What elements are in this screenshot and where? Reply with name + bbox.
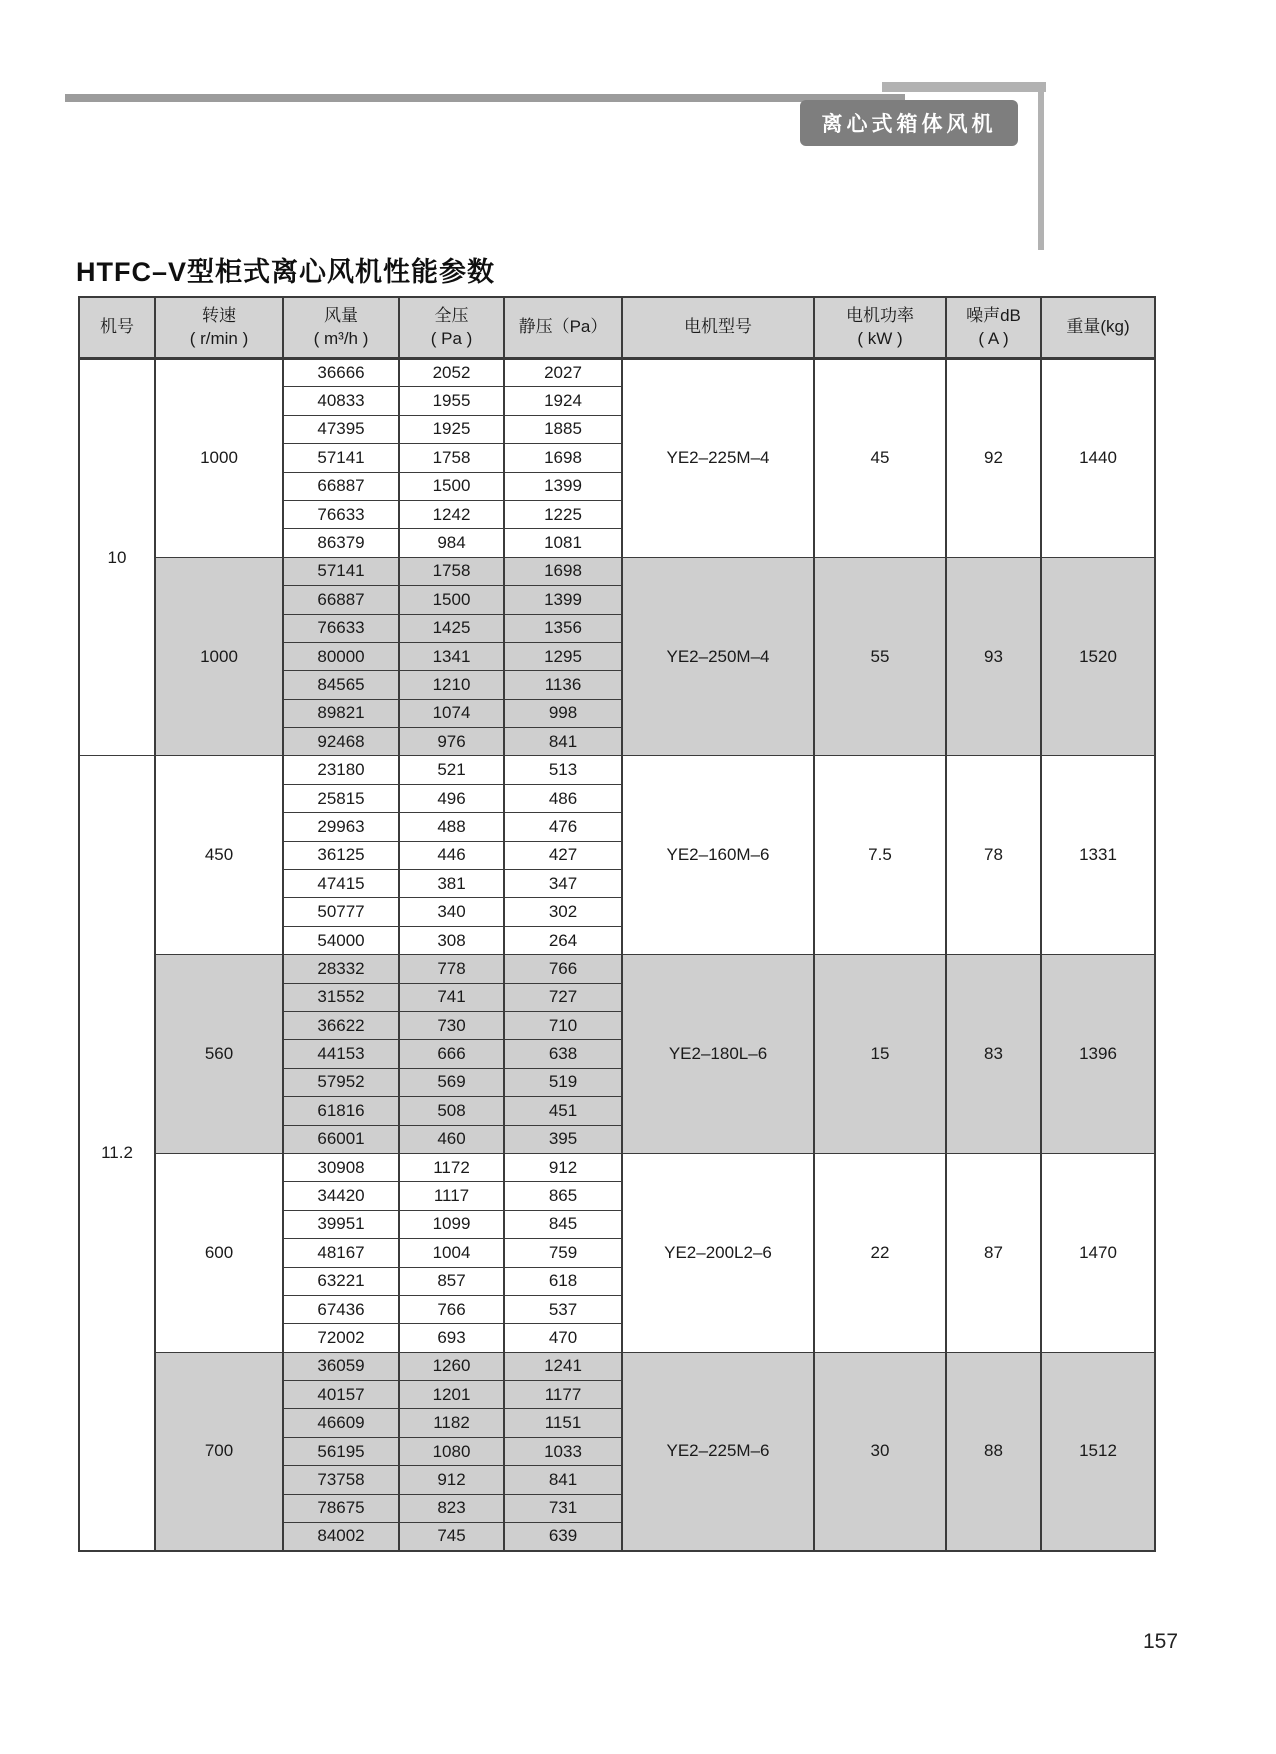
total-pressure-cell: 857 — [399, 1267, 504, 1295]
static-pressure-cell: 731 — [504, 1494, 622, 1522]
flow-cell: 36666 — [283, 359, 399, 387]
flow-cell: 66001 — [283, 1125, 399, 1153]
flow-cell: 73758 — [283, 1466, 399, 1494]
weight-cell: 1512 — [1041, 1352, 1155, 1551]
flow-cell: 63221 — [283, 1267, 399, 1295]
static-pressure-cell: 1033 — [504, 1437, 622, 1465]
total-pressure-cell: 446 — [399, 841, 504, 869]
flow-cell: 40833 — [283, 387, 399, 415]
total-pressure-cell: 1925 — [399, 415, 504, 443]
motor-model-cell: YE2–250M–4 — [622, 557, 814, 756]
static-pressure-cell: 639 — [504, 1523, 622, 1551]
page-title: HTFC–V型柜式离心风机性能参数 — [76, 257, 496, 287]
total-pressure-cell: 912 — [399, 1466, 504, 1494]
flow-cell: 30908 — [283, 1153, 399, 1181]
flow-cell: 36059 — [283, 1352, 399, 1380]
col-header-motor-model: 电机型号 — [622, 297, 814, 359]
performance-table — [78, 296, 1156, 1552]
total-pressure-cell: 1500 — [399, 472, 504, 500]
flow-cell: 36125 — [283, 841, 399, 869]
total-pressure-cell: 976 — [399, 728, 504, 756]
total-pressure-cell: 693 — [399, 1324, 504, 1352]
total-pressure-cell: 508 — [399, 1097, 504, 1125]
flow-cell: 57952 — [283, 1068, 399, 1096]
flow-cell: 29963 — [283, 813, 399, 841]
table-body — [79, 359, 1155, 1551]
total-pressure-cell: 1210 — [399, 671, 504, 699]
total-pressure-cell: 730 — [399, 1011, 504, 1039]
static-pressure-cell: 638 — [504, 1040, 622, 1068]
total-pressure-cell: 666 — [399, 1040, 504, 1068]
motor-model-cell: YE2–200L2–6 — [622, 1153, 814, 1352]
static-pressure-cell: 1356 — [504, 614, 622, 642]
total-pressure-cell: 1172 — [399, 1153, 504, 1181]
static-pressure-cell: 1399 — [504, 472, 622, 500]
total-pressure-cell: 1758 — [399, 444, 504, 472]
col-header-static-pressure: 静压（Pa） — [504, 297, 622, 359]
total-pressure-cell: 496 — [399, 784, 504, 812]
col-header-total-pressure: 全压 ( Pa ) — [399, 297, 504, 359]
flow-cell: 34420 — [283, 1182, 399, 1210]
static-pressure-cell: 1136 — [504, 671, 622, 699]
static-pressure-cell: 486 — [504, 784, 622, 812]
static-pressure-cell: 1698 — [504, 557, 622, 585]
static-pressure-cell: 519 — [504, 1068, 622, 1096]
static-pressure-cell: 618 — [504, 1267, 622, 1295]
static-pressure-cell: 1924 — [504, 387, 622, 415]
machine-no-cell: 11.2 — [79, 756, 155, 1551]
noise-cell: 93 — [946, 557, 1041, 756]
weight-cell: 1520 — [1041, 557, 1155, 756]
flow-cell: 66887 — [283, 586, 399, 614]
static-pressure-cell: 1295 — [504, 642, 622, 670]
flow-cell: 84002 — [283, 1523, 399, 1551]
flow-cell: 92468 — [283, 728, 399, 756]
flow-cell: 54000 — [283, 926, 399, 954]
motor-model-cell: YE2–225M–4 — [622, 359, 814, 558]
power-cell: 22 — [814, 1153, 946, 1352]
total-pressure-cell: 381 — [399, 870, 504, 898]
static-pressure-cell: 513 — [504, 756, 622, 784]
total-pressure-cell: 1758 — [399, 557, 504, 585]
static-pressure-cell: 841 — [504, 728, 622, 756]
col-header-weight: 重量(kg) — [1041, 297, 1155, 359]
total-pressure-cell: 1260 — [399, 1352, 504, 1380]
flow-cell: 31552 — [283, 983, 399, 1011]
flow-cell: 76633 — [283, 614, 399, 642]
flow-cell: 48167 — [283, 1239, 399, 1267]
static-pressure-cell: 759 — [504, 1239, 622, 1267]
static-pressure-cell: 1081 — [504, 529, 622, 557]
table-row — [79, 359, 1155, 387]
speed-cell: 600 — [155, 1153, 283, 1352]
speed-cell: 1000 — [155, 557, 283, 756]
static-pressure-cell: 2027 — [504, 359, 622, 387]
total-pressure-cell: 1080 — [399, 1437, 504, 1465]
total-pressure-cell: 488 — [399, 813, 504, 841]
weight-cell: 1396 — [1041, 955, 1155, 1154]
flow-cell: 44153 — [283, 1040, 399, 1068]
col-header-noise: 噪声dB ( A ) — [946, 297, 1041, 359]
static-pressure-cell: 841 — [504, 1466, 622, 1494]
weight-cell: 1470 — [1041, 1153, 1155, 1352]
flow-cell: 57141 — [283, 444, 399, 472]
static-pressure-cell: 1151 — [504, 1409, 622, 1437]
total-pressure-cell: 741 — [399, 983, 504, 1011]
flow-cell: 47395 — [283, 415, 399, 443]
static-pressure-cell: 727 — [504, 983, 622, 1011]
table-row — [79, 756, 1155, 784]
col-header-machine-no: 机号 — [79, 297, 155, 359]
static-pressure-cell: 998 — [504, 699, 622, 727]
static-pressure-cell: 451 — [504, 1097, 622, 1125]
total-pressure-cell: 460 — [399, 1125, 504, 1153]
flow-cell: 89821 — [283, 699, 399, 727]
flow-cell: 86379 — [283, 529, 399, 557]
total-pressure-cell: 569 — [399, 1068, 504, 1096]
flow-cell: 46609 — [283, 1409, 399, 1437]
weight-cell: 1440 — [1041, 359, 1155, 558]
static-pressure-cell: 1698 — [504, 444, 622, 472]
total-pressure-cell: 766 — [399, 1295, 504, 1323]
static-pressure-cell: 470 — [504, 1324, 622, 1352]
static-pressure-cell: 537 — [504, 1295, 622, 1323]
flow-cell: 25815 — [283, 784, 399, 812]
noise-cell: 78 — [946, 756, 1041, 955]
static-pressure-cell: 1241 — [504, 1352, 622, 1380]
page-number: 157 — [1143, 1630, 1179, 1653]
static-pressure-cell: 1885 — [504, 415, 622, 443]
static-pressure-cell: 865 — [504, 1182, 622, 1210]
col-header-speed: 转速 ( r/min ) — [155, 297, 283, 359]
speed-cell: 560 — [155, 955, 283, 1154]
header-rule-bar — [65, 94, 905, 102]
power-cell: 7.5 — [814, 756, 946, 955]
total-pressure-cell: 1201 — [399, 1381, 504, 1409]
total-pressure-cell: 1955 — [399, 387, 504, 415]
flow-cell: 23180 — [283, 756, 399, 784]
static-pressure-cell: 710 — [504, 1011, 622, 1039]
table-row — [79, 1352, 1155, 1380]
section-badge: 离心式箱体风机 — [800, 100, 1018, 146]
col-header-motor-power: 电机功率 ( kW ) — [814, 297, 946, 359]
total-pressure-cell: 745 — [399, 1523, 504, 1551]
power-cell: 45 — [814, 359, 946, 558]
total-pressure-cell: 984 — [399, 529, 504, 557]
static-pressure-cell: 1177 — [504, 1381, 622, 1409]
static-pressure-cell: 1399 — [504, 586, 622, 614]
static-pressure-cell: 302 — [504, 898, 622, 926]
motor-model-cell: YE2–160M–6 — [622, 756, 814, 955]
power-cell: 55 — [814, 557, 946, 756]
static-pressure-cell: 766 — [504, 955, 622, 983]
flow-cell: 56195 — [283, 1437, 399, 1465]
flow-cell: 76633 — [283, 500, 399, 528]
total-pressure-cell: 1500 — [399, 586, 504, 614]
col-header-flow: 风量 ( m³/h ) — [283, 297, 399, 359]
total-pressure-cell: 521 — [399, 756, 504, 784]
speed-cell: 450 — [155, 756, 283, 955]
total-pressure-cell: 1099 — [399, 1210, 504, 1238]
table-row — [79, 955, 1155, 983]
motor-model-cell: YE2–225M–6 — [622, 1352, 814, 1551]
noise-cell: 83 — [946, 955, 1041, 1154]
total-pressure-cell: 778 — [399, 955, 504, 983]
total-pressure-cell: 1182 — [399, 1409, 504, 1437]
noise-cell: 88 — [946, 1352, 1041, 1551]
static-pressure-cell: 476 — [504, 813, 622, 841]
header-accent-bar — [882, 82, 1046, 92]
power-cell: 15 — [814, 955, 946, 1154]
weight-cell: 1331 — [1041, 756, 1155, 955]
flow-cell: 36622 — [283, 1011, 399, 1039]
flow-cell: 78675 — [283, 1494, 399, 1522]
static-pressure-cell: 427 — [504, 841, 622, 869]
speed-cell: 1000 — [155, 359, 283, 558]
flow-cell: 84565 — [283, 671, 399, 699]
total-pressure-cell: 823 — [399, 1494, 504, 1522]
static-pressure-cell: 1225 — [504, 500, 622, 528]
flow-cell: 40157 — [283, 1381, 399, 1409]
flow-cell: 57141 — [283, 557, 399, 585]
header-row — [79, 297, 1155, 359]
total-pressure-cell: 1074 — [399, 699, 504, 727]
flow-cell: 39951 — [283, 1210, 399, 1238]
flow-cell: 80000 — [283, 642, 399, 670]
flow-cell: 50777 — [283, 898, 399, 926]
total-pressure-cell: 1004 — [399, 1239, 504, 1267]
total-pressure-cell: 1425 — [399, 614, 504, 642]
speed-cell: 700 — [155, 1352, 283, 1551]
power-cell: 30 — [814, 1352, 946, 1551]
total-pressure-cell: 1341 — [399, 642, 504, 670]
noise-cell: 92 — [946, 359, 1041, 558]
static-pressure-cell: 347 — [504, 870, 622, 898]
flow-cell: 66887 — [283, 472, 399, 500]
table-header — [79, 297, 1155, 359]
static-pressure-cell: 264 — [504, 926, 622, 954]
total-pressure-cell: 1117 — [399, 1182, 504, 1210]
total-pressure-cell: 1242 — [399, 500, 504, 528]
table-row — [79, 557, 1155, 585]
total-pressure-cell: 340 — [399, 898, 504, 926]
flow-cell: 61816 — [283, 1097, 399, 1125]
flow-cell: 28332 — [283, 955, 399, 983]
static-pressure-cell: 395 — [504, 1125, 622, 1153]
static-pressure-cell: 912 — [504, 1153, 622, 1181]
flow-cell: 67436 — [283, 1295, 399, 1323]
header-vertical-rule — [1038, 88, 1044, 250]
machine-no-cell: 10 — [79, 359, 155, 756]
flow-cell: 72002 — [283, 1324, 399, 1352]
total-pressure-cell: 2052 — [399, 359, 504, 387]
flow-cell: 47415 — [283, 870, 399, 898]
noise-cell: 87 — [946, 1153, 1041, 1352]
motor-model-cell: YE2–180L–6 — [622, 955, 814, 1154]
table-row — [79, 1153, 1155, 1181]
total-pressure-cell: 308 — [399, 926, 504, 954]
static-pressure-cell: 845 — [504, 1210, 622, 1238]
